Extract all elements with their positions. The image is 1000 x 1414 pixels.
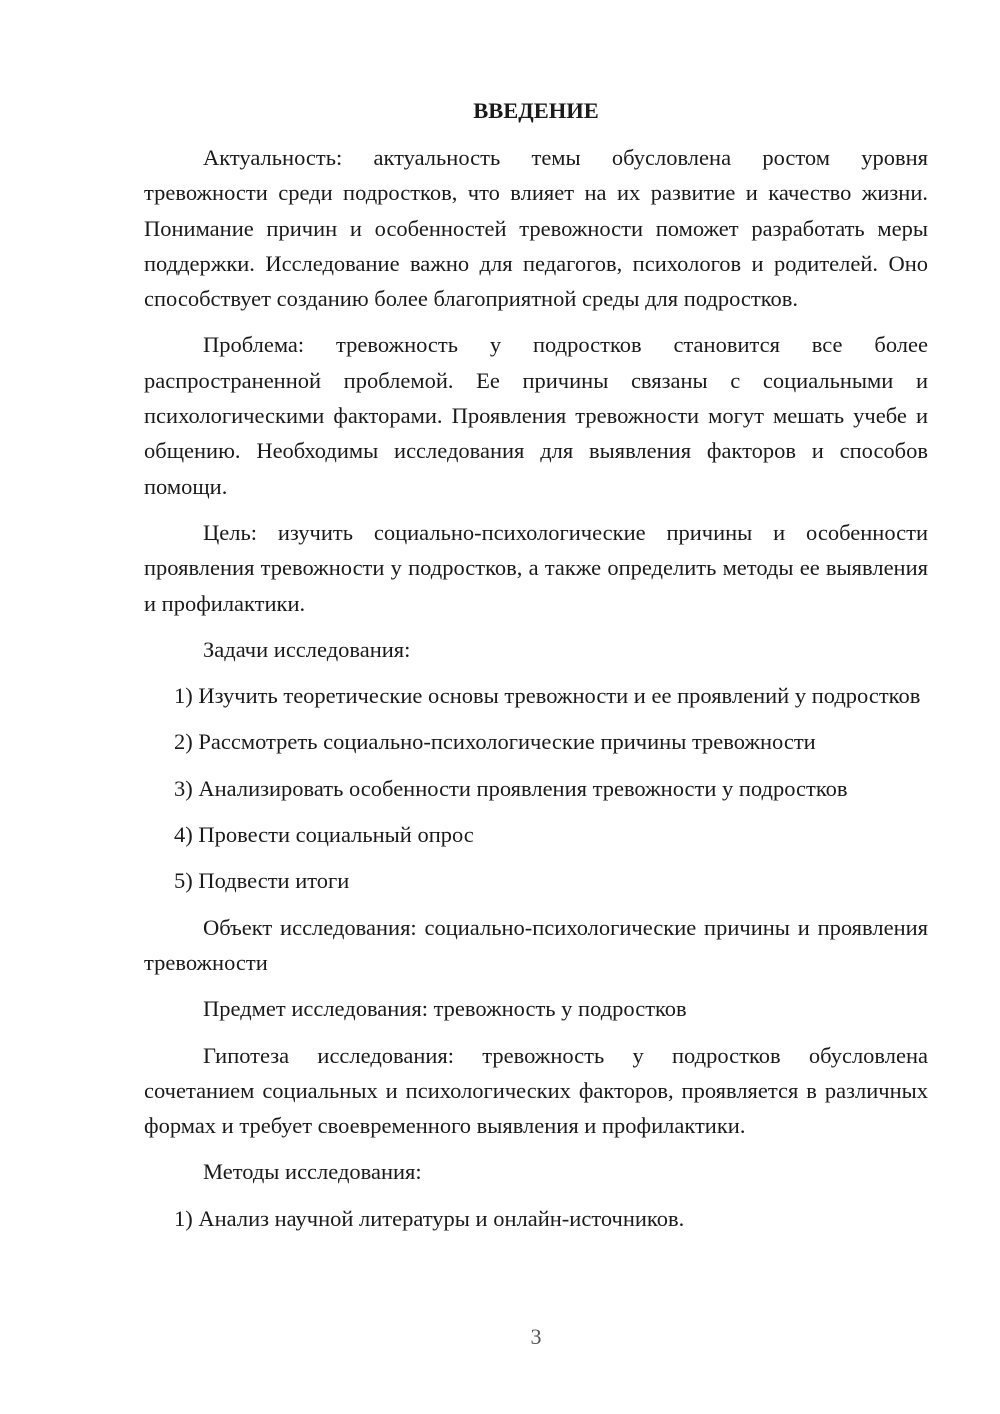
list-item-task-2: 2) Рассмотреть социально-психологические причины тревожности (174, 729, 816, 755)
page-title: ВВЕДЕНИЕ (473, 98, 599, 123)
paragraph-object: Объект исследования: социально-психологические причины и проявления тревожности (144, 914, 928, 975)
document-page (144, 96, 928, 1247)
paragraph-relevance: Актуальность: актуальность темы обусловлена ростом уровня тревожности среди подростков, что влияет на их развитие и качество жизни. Понимание причин и особенностей тревожности поможет разработать меры поддержки. Исследование важно для педагогов, психологов и родителей. Оно способствует созданию более благоприятной среды для подростков. (144, 145, 928, 312)
list-item-task-3: 3) Анализировать особенности проявления тревожности у подростков (174, 775, 848, 801)
paragraph-problem: Проблема: тревожность у подростков становится все более распространенной проблемой. Ее причины связаны с социальными и психологическими факторами. Проявления тревожности могут мешать учебе и общению. Необходимы исследования для выявления факторов и способов помощи. (144, 332, 928, 499)
paragraph-hypothesis: Гипотеза исследования: тревожность у подростков обусловлена сочетанием социальных и психологических факторов, проявляется в различных формах и требует своевременного выявления и профилактики. (144, 1042, 928, 1139)
paragraph-tasks-label: Задачи исследования: (203, 636, 411, 662)
page-number: 3 (530, 1324, 542, 1349)
list-item-method-1: 1) Анализ научной литературы и онлайн-источников. (174, 1205, 685, 1231)
paragraph-subject: Предмет исследования: тревожность у подростков (203, 996, 687, 1022)
paragraph-goal: Цель: изучить социально-психологические причины и особенности проявления тревожности у подростков, а также определить методы ее выявления и профилактики. (144, 519, 928, 616)
list-item-task-4: 4) Провести социальный опрос (174, 822, 474, 848)
list-item-task-1: 1) Изучить теоретические основы тревожности и ее проявлений у подростков (174, 683, 921, 709)
list-item-task-5: 5) Подвести итоги (174, 868, 350, 894)
paragraph-methods-label: Методы исследования: (203, 1159, 422, 1185)
